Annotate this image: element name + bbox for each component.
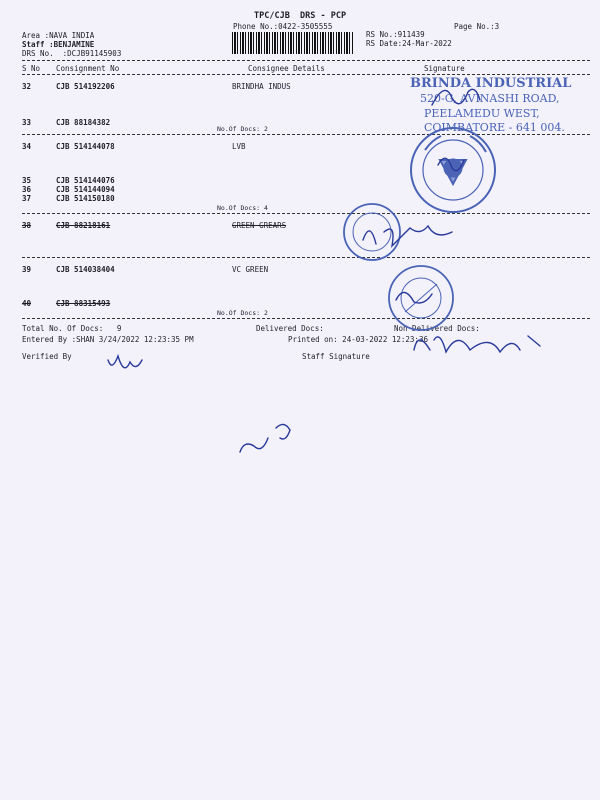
- row-sno: 34: [22, 142, 32, 151]
- doc-title: TPC/CJB DRS - PCP: [254, 11, 347, 21]
- row-consignment: CJB 514144076: [56, 176, 115, 185]
- col-consignment: Consignment No: [56, 64, 120, 73]
- row-consignee: GREEN GREARS: [232, 221, 287, 230]
- row-sno: 32: [22, 82, 32, 91]
- row-sno: 39: [22, 265, 32, 274]
- row-sno: 33: [22, 118, 32, 127]
- staff-signature-label: Staff Signature: [302, 352, 370, 361]
- docs-count: No.Of Docs: 2: [217, 309, 268, 317]
- drs-number: DRS No. :DCJB91145903: [22, 49, 122, 58]
- row-sno: 38: [22, 221, 32, 230]
- verified-by: Verified By: [22, 352, 72, 361]
- col-consignee: Consignee Details: [248, 64, 325, 73]
- stamp-company-name: BRINDA INDUSTRIAL: [410, 76, 572, 91]
- row-consignment: CJB 514144078: [56, 142, 115, 151]
- total-docs: Total No. Of Docs: 9: [22, 324, 122, 333]
- row-consignee: VC GREEN: [232, 265, 269, 274]
- row-sno: 40: [22, 299, 32, 308]
- docs-count: No.Of Docs: 2: [217, 125, 268, 133]
- rs-number: RS No.:911439: [366, 30, 425, 39]
- row-consignment: CJB 88218161: [56, 221, 111, 230]
- printed-on: Printed on: 24-03-2022 12:23:36: [288, 335, 428, 344]
- non-delivered-docs: Non Delivered Docs:: [394, 324, 480, 333]
- row-consignment: CJB 514192206: [56, 82, 115, 91]
- row-sno: 37: [22, 194, 32, 203]
- signature: [363, 226, 452, 246]
- row-sno: 36: [22, 185, 32, 194]
- stamp-address-line: PEELAMEDU WEST,: [424, 107, 540, 120]
- signature: [240, 424, 290, 452]
- phone-number: Phone No.:0422-3505555: [233, 22, 333, 31]
- col-signature: Signature: [424, 64, 465, 73]
- signature: [432, 89, 480, 105]
- row-consignee: LVB: [232, 142, 246, 151]
- row-consignment: CJB 88315493: [56, 299, 111, 308]
- row-consignment: CJB 514150180: [56, 194, 115, 203]
- row-sno: 35: [22, 176, 32, 185]
- row-consignment: CJB 514038404: [56, 265, 115, 274]
- entered-by: Entered By :SHAN 3/24/2022 12:23:35 PM: [22, 335, 194, 344]
- row-consignment: CJB 514144094: [56, 185, 115, 194]
- signature: [108, 356, 142, 368]
- page-number: Page No.:3: [454, 22, 500, 31]
- row-consignee: BRINDHA INDUS: [232, 82, 291, 91]
- delivered-docs: Delivered Docs:: [256, 324, 324, 333]
- docs-count: No.Of Docs: 4: [217, 204, 268, 212]
- signature: [414, 336, 540, 352]
- stamp-address-line: COIMBATORE - 641 004.: [424, 121, 565, 134]
- stamp-address-line: 520-G, AVINASHI ROAD,: [420, 92, 560, 105]
- company-seal: [389, 266, 453, 330]
- col-sno: S No: [22, 64, 41, 73]
- row-consignment: CJB 88184382: [56, 118, 111, 127]
- rs-date: RS Date:24-Mar-2022: [366, 39, 452, 48]
- area-label: Area :NAVA INDIA: [22, 31, 95, 40]
- staff-label: Staff :BENJAMINE: [22, 40, 95, 49]
